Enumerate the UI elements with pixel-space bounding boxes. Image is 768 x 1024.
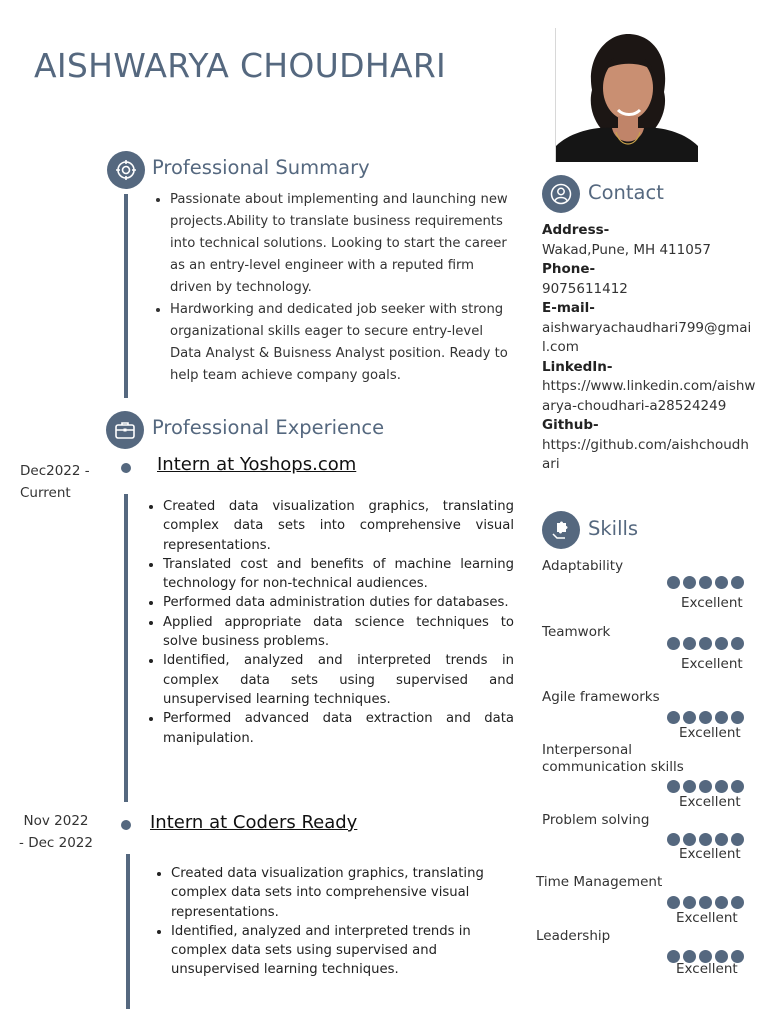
rating-dot — [699, 896, 712, 909]
skill-name: Leadership — [536, 928, 611, 944]
candidate-name: AISHWARYA CHOUDHARI — [34, 46, 447, 85]
job-timeline — [124, 494, 128, 802]
rating-dot — [715, 576, 728, 589]
skill-level: Excellent — [679, 846, 741, 862]
timeline-dot — [121, 820, 131, 830]
rating-dot — [699, 780, 712, 793]
job-date — [16, 810, 96, 854]
rating-dot — [683, 711, 696, 724]
linkedin-link[interactable]: https://www.linkedin.com/aishwarya-choudhari-a28524249 — [542, 378, 756, 414]
rating-dot — [731, 711, 744, 724]
github-label: Github- — [542, 417, 599, 433]
skill-level: Excellent — [676, 910, 738, 926]
summary-bullet: • Passionate about implementing and launching new projects.Ability to translate business requirements into technical solutions. Looking to start the career as an entry-level engineer with a reputed firm driven by technology. — [170, 189, 516, 299]
summary-title: Professional Summary — [152, 156, 370, 179]
target-icon — [107, 151, 145, 189]
job-bullet: • Performed advanced data extraction and data manipulation. — [163, 709, 514, 748]
address-value: Wakad,Pune, MH 411057 — [542, 241, 712, 258]
skill-level: Excellent — [679, 725, 741, 741]
job-role: Intern at Yoshops.com — [157, 454, 357, 475]
job-date-end: - Dec 2022 — [19, 835, 93, 851]
rating-dot — [667, 576, 680, 589]
rating-dot — [683, 896, 696, 909]
skill-level: Excellent — [681, 595, 743, 611]
job-date — [20, 460, 90, 504]
rating-dot — [731, 576, 744, 589]
skill-rating — [667, 637, 744, 650]
skill-rating — [667, 833, 744, 846]
briefcase-icon — [106, 411, 144, 449]
rating-dot — [683, 780, 696, 793]
job-date-start: Dec2022 - — [20, 463, 90, 479]
github-link[interactable]: https://github.com/aishchoudhari — [542, 436, 749, 472]
person-icon — [542, 175, 580, 213]
job-bullet: • Created data visualization graphics, translating complex data sets into comprehensive visual representations. — [163, 497, 514, 555]
job-bullet: • Identified, analyzed and interpreted trends in complex data sets using supervised and unsupervised learning techniques. — [163, 651, 514, 709]
rating-dot — [731, 637, 744, 650]
rating-dot — [731, 780, 744, 793]
skill-name: Teamwork — [542, 624, 611, 640]
phone-label: Phone- — [542, 261, 596, 277]
rating-dot — [699, 576, 712, 589]
timeline-dot — [121, 463, 131, 473]
skill-rating — [667, 896, 744, 909]
rating-dot — [731, 833, 744, 846]
rating-dot — [683, 833, 696, 846]
rating-dot — [667, 780, 680, 793]
linkedin-label: LinkedIn- — [542, 358, 613, 375]
job-bullets — [153, 864, 515, 980]
summary-content — [152, 189, 516, 387]
summary-bullet: • Hardworking and dedicated job seeker with strong organizational skills eager to secure entry-level Data Analyst & Buisness Analyst position. Ready to help team achieve company goals. — [170, 299, 516, 387]
rating-dot — [683, 576, 696, 589]
rating-dot — [731, 896, 744, 909]
job-bullet: • Applied appropriate data science techniques to solve business problems. — [163, 613, 514, 652]
phone-value: 9075611412 — [542, 280, 628, 297]
skills-title: Skills — [588, 517, 639, 540]
skill-level: Excellent — [679, 794, 741, 810]
email-label: E-mail- — [542, 300, 595, 316]
job-date-start: Nov 2022 — [23, 813, 89, 829]
rating-dot — [715, 896, 728, 909]
rating-dot — [715, 637, 728, 650]
email-link[interactable]: aishwaryachaudhari799@gmail.com — [542, 319, 752, 355]
address-label: Address- — [542, 222, 610, 238]
contact-title: Contact — [588, 181, 664, 204]
rating-dot — [699, 711, 712, 724]
skill-name: Time Management — [536, 874, 663, 890]
rating-dot — [683, 637, 696, 650]
rating-dot — [699, 637, 712, 650]
rating-dot — [715, 780, 728, 793]
job-role: Intern at Coders Ready — [150, 812, 358, 833]
job-bullets — [145, 497, 514, 748]
experience-title: Professional Experience — [152, 416, 385, 439]
job-bullet: • Performed data administration duties for databases. — [163, 593, 514, 612]
skill-level: Excellent — [676, 961, 738, 977]
rating-dot — [667, 637, 680, 650]
profile-photo — [555, 28, 698, 162]
rating-dot — [715, 833, 728, 846]
skill-rating — [667, 576, 744, 589]
skill-level: Excellent — [681, 656, 743, 672]
skill-rating — [667, 780, 744, 793]
job-date-end: Current — [20, 485, 71, 501]
job-bullet: • Identified, analyzed and interpreted trends in complex data sets using supervised and unsupervised learning techniques. — [171, 922, 515, 980]
rating-dot — [699, 833, 712, 846]
job-timeline — [126, 854, 130, 1009]
rating-dot — [715, 711, 728, 724]
summary-timeline — [124, 194, 128, 398]
rating-dot — [667, 896, 680, 909]
puzzle-hand-icon — [542, 511, 580, 549]
rating-dot — [667, 833, 680, 846]
rating-dot — [667, 711, 680, 724]
job-bullet: • Translated cost and benefits of machine learning technology for non-technical audiences. — [163, 555, 514, 594]
skill-name: Problem solving — [542, 812, 650, 828]
skill-name: Adaptability — [542, 558, 624, 574]
contact-details — [542, 221, 757, 475]
skill-name: Interpersonal communication skills — [542, 742, 684, 775]
skill-name: Agile frameworks — [542, 689, 660, 705]
job-bullet: • Created data visualization graphics, translating complex data sets into comprehensive visual representations. — [171, 864, 515, 922]
skill-rating — [667, 711, 744, 724]
